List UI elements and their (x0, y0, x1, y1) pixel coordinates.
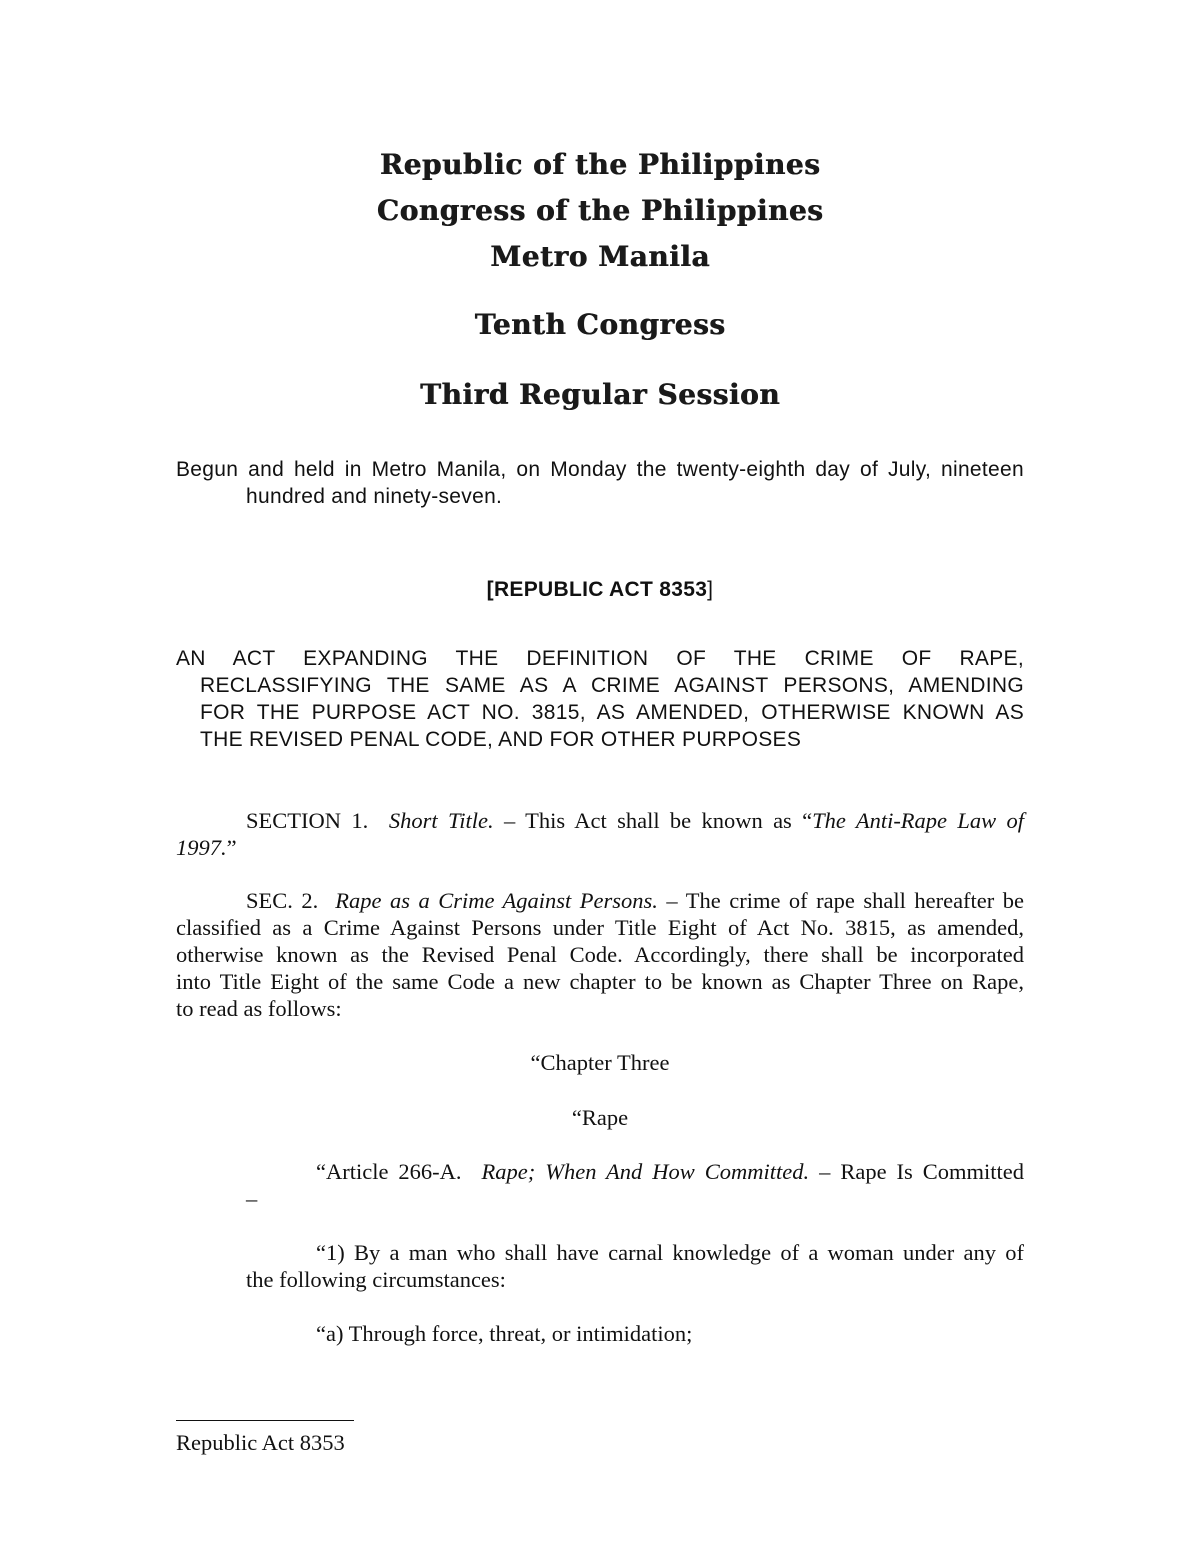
act-title-line-4: THE REVISED PENAL CODE, AND FOR OTHER PURPOSES (200, 728, 802, 751)
section2-line-1-rest: – The crime of rape shall hereafter be (657, 888, 1025, 913)
footer-text: Republic Act 8353 (176, 1430, 345, 1455)
act-number (0, 578, 1200, 602)
article-label: “Article 266-A. (316, 1159, 462, 1184)
header-congress-number: Tenth Congress (474, 308, 726, 341)
begun-line-1: Begun and held in Metro Manila, on Monday the twenty-eighth day of July, nineteen (176, 458, 1024, 481)
section2-line-1 (246, 888, 1024, 914)
act-title-line-1: AN ACT EXPANDING THE DEFINITION OF THE CRIME OF RAPE, (176, 647, 1024, 670)
begun-line-2: hundred and ninety-seven. (246, 485, 503, 508)
section1-label: SECTION 1. (246, 808, 369, 833)
header-congress: Congress of the Philippines (376, 194, 824, 227)
article-text: – Rape Is Committed (809, 1159, 1025, 1184)
article-dash: – (246, 1186, 258, 1211)
section2-heading: Rape as a Crime Against Persons. (335, 888, 658, 913)
article-heading: Rape; When And How Committed. (481, 1159, 810, 1184)
header-city: Metro Manila (490, 240, 710, 273)
section1-text: – This Act shall be known as “ (493, 808, 813, 833)
section2-line-2: classified as a Crime Against Persons under Title Eight of Act No. 3815, as amended, (176, 915, 1024, 940)
section2-line-4: into Title Eight of the same Code a new chapter to be known as Chapter Three on Rape, (176, 969, 1024, 994)
chapter-subject: “Rape (571, 1105, 629, 1130)
item1-line-2: the following circumstances: (246, 1267, 506, 1292)
section1-line-2 (176, 835, 1024, 861)
section2-label: SEC. 2. (246, 888, 319, 913)
item-a: “a) Through force, threat, or intimidation; (316, 1321, 693, 1346)
chapter-title: “Chapter Three (530, 1050, 670, 1075)
item1-line-1: “1) By a man who shall have carnal knowledge of a woman under any of (316, 1240, 1024, 1265)
section1-heading: Short Title. (388, 808, 494, 833)
section1-line-1 (246, 808, 1024, 834)
section1-quote-line-1: The Anti-Rape Law of (812, 808, 1024, 833)
section2-line-5: to read as follows: (176, 996, 342, 1021)
act-number-bracket: ] (707, 578, 714, 601)
section1-quote-line-2: 1997. (176, 835, 227, 860)
section1-closing: ” (226, 835, 237, 860)
act-title-line-3: FOR THE PURPOSE ACT NO. 3815, AS AMENDED, OTHERWISE KNOWN AS (200, 701, 1024, 724)
footer-divider (176, 1420, 354, 1421)
header-session: Third Regular Session (420, 378, 780, 411)
act-title-line-2: RECLASSIFYING THE SAME AS A CRIME AGAINST PERSONS, AMENDING (200, 674, 1024, 697)
article-line-1 (316, 1159, 1024, 1185)
header-republic: Republic of the Philippines (379, 148, 821, 181)
section2-line-3: otherwise known as the Revised Penal Code. Accordingly, there shall be incorporated (176, 942, 1024, 967)
act-number-bold: [REPUBLIC ACT 8353 (486, 578, 708, 601)
